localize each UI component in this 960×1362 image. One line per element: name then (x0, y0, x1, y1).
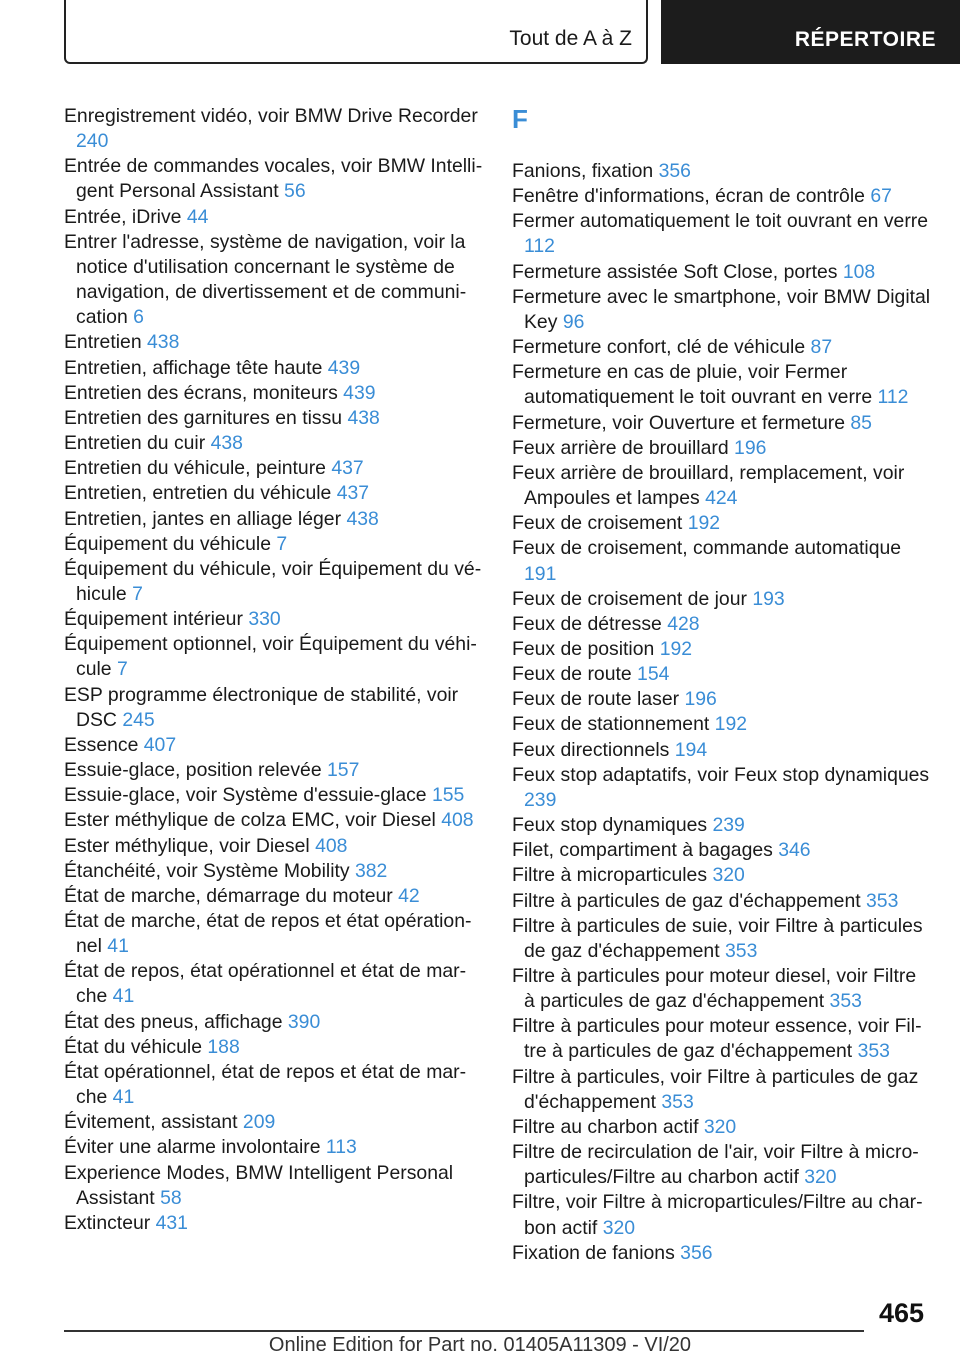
index-entry (512, 360, 932, 410)
index-entry-page-link[interactable]: 407 (143, 733, 177, 756)
index-entry-page-link[interactable]: 245 (122, 708, 155, 731)
index-entry-text: Extincteur (64, 1211, 151, 1234)
index-entry-page-link[interactable]: 154 (637, 663, 670, 686)
index-entry-page-link[interactable]: 7 (116, 658, 128, 681)
index-entry (64, 532, 484, 557)
index-entry-text: Fixation de fanions (512, 1241, 675, 1264)
index-entry-text: Équipement du véhicule (64, 532, 271, 555)
index-entry (512, 1065, 932, 1115)
index-entry (64, 507, 484, 532)
index-entry (512, 209, 932, 259)
index-entry-page-link[interactable]: 356 (658, 160, 691, 182)
index-entry (512, 838, 932, 863)
index-entry (64, 1110, 484, 1135)
index-entry (64, 1161, 484, 1211)
index-entry-text: Feux stop dynamiques (512, 814, 708, 837)
index-entry (64, 456, 484, 481)
index-entry (64, 406, 484, 431)
index-entry-text: Experience Modes, BMW Intelligent Personal Assistant (64, 1161, 454, 1209)
index-entry-page-link[interactable]: 382 (354, 859, 388, 882)
index-entry-text: Feux arrière de brouillard (512, 436, 729, 459)
index-entry (64, 431, 484, 456)
index-entry-page-link[interactable]: 41 (112, 1086, 135, 1109)
index-entry (64, 205, 484, 230)
index-entry-text: Ester méthylique, voir Diesel (64, 834, 310, 857)
index-entry (512, 411, 932, 436)
index-entry (512, 159, 932, 184)
index-entry-text: Entretien des garnitures en tissu (64, 406, 343, 429)
index-entry-text: État de repos, état opérationnel et état de marche (64, 960, 467, 1008)
index-entry-text: Entretien (64, 331, 142, 354)
index-entry-page-link[interactable]: 438 (210, 432, 243, 455)
index-entry-text: Fermeture avec le smartphone, voir BMW Digital Key (512, 285, 931, 333)
index-entry (512, 536, 932, 586)
index-entry-text: Fermeture en cas de pluie, voir Fermer automatiquement le toit ouvrant en verre (512, 361, 873, 409)
index-entry-page-link[interactable]: 239 (712, 814, 745, 837)
index-entry-text: Filtre à particules pour moteur diesel, voir Filtre à particules de gaz d'échappement (512, 965, 917, 1013)
chapter-title: RÉPERTOIRE (794, 28, 936, 51)
index-entry-text: Feux de croisement (512, 512, 683, 535)
index-entry (64, 154, 484, 204)
index-entry-page-link[interactable]: 428 (667, 612, 700, 635)
index-entry-page-link[interactable]: 155 (431, 784, 465, 807)
index-entry-text: Entretien du cuir (64, 432, 206, 455)
index-entry (512, 712, 932, 737)
index-entry (512, 1014, 932, 1064)
index-entry-page-link[interactable]: 67 (870, 185, 892, 208)
index-entry-page-link[interactable]: 346 (778, 839, 811, 862)
footer-edition-text: Online Edition for Part no. 01405A11309 - VI/20 (268, 1334, 692, 1356)
index-entry-text: Entretien du véhicule, peinture (64, 457, 326, 480)
index-entry-page-link[interactable]: 191 (524, 562, 557, 585)
index-entry-page-link[interactable]: 42 (398, 884, 420, 907)
index-entry (512, 889, 932, 914)
index-entry-text: Filtre à particules de gaz d'échappement (512, 889, 861, 912)
index-entry (64, 557, 484, 607)
index-entry-page-link[interactable]: 193 (752, 587, 785, 610)
index-entry-text: État des pneus, affichage (64, 1010, 283, 1033)
index-entry (64, 632, 484, 682)
index-entry-text: Feux de route (512, 663, 632, 686)
index-entry-text: Filtre, voir Filtre à microparticules/Filtre au charbon actif (512, 1191, 923, 1239)
index-entry (512, 587, 932, 612)
index-entry-page-link[interactable]: 41 (112, 985, 135, 1008)
index-entry-page-link[interactable]: 431 (155, 1211, 188, 1234)
index-entry-page-link[interactable]: 356 (680, 1241, 713, 1264)
index-entry (512, 260, 932, 285)
index-entry (64, 481, 484, 506)
index-entry-text: État de marche, démarrage du moteur (64, 884, 393, 907)
index-entry (64, 230, 484, 331)
index-entry-page-link[interactable]: 112 (524, 235, 555, 258)
index-entry (512, 687, 932, 712)
index-entry-page-link[interactable]: 194 (674, 738, 708, 761)
index-entry-page-link[interactable]: 320 (703, 1115, 737, 1138)
index-entry-page-link[interactable]: 408 (315, 834, 348, 857)
index-entry (512, 1140, 932, 1190)
index-entry (512, 763, 932, 813)
page-number: 465 (878, 1298, 924, 1328)
index-entry-page-link[interactable]: 239 (524, 788, 557, 811)
index-entry (64, 1010, 484, 1035)
index-entry-page-link[interactable]: 353 (661, 1090, 694, 1113)
index-entry-page-link[interactable]: 353 (829, 990, 862, 1013)
index-entry (64, 758, 484, 783)
index-entry (64, 859, 484, 884)
index-entry-text: Filet, compartiment à bagages (512, 839, 773, 862)
index-entry-page-link[interactable]: 112 (877, 386, 909, 409)
index-letter-heading: F (512, 104, 528, 134)
section-title: Tout de A à Z (509, 27, 632, 50)
index-entry-page-link[interactable]: 7 (132, 582, 143, 605)
index-entry-page-link[interactable]: 320 (602, 1216, 636, 1239)
index-entry-page-link[interactable]: 56 (284, 180, 306, 203)
index-entry-text: Feux de détresse (512, 612, 662, 635)
index-entry (64, 783, 484, 808)
index-entry-page-link[interactable]: 439 (343, 381, 376, 404)
index-entry-text: Fermeture confort, clé de véhicule (512, 336, 806, 359)
index-entry-text: Essuie-glace, position relevée (64, 759, 322, 782)
index-entry (512, 1115, 932, 1140)
index-entry-text: Filtre à particules pour moteur essence, voir Filtre à particules de gaz d'échappement (512, 1015, 922, 1063)
index-entry (512, 1241, 932, 1266)
index-entry-page-link[interactable]: 438 (347, 406, 380, 429)
index-entry-text: Filtre à microparticules (512, 864, 708, 887)
index-entry (512, 511, 932, 536)
index-entry-page-link[interactable]: 330 (248, 608, 281, 631)
index-entry (512, 184, 932, 209)
index-entry (64, 808, 484, 833)
index-entry-text: État opérationnel, état de repos et état de marche (64, 1060, 467, 1109)
index-entry-page-link[interactable]: 320 (712, 864, 745, 887)
index-entry-text: Fermeture, voir Ouverture et fermeture (512, 411, 845, 434)
index-entry (64, 909, 484, 959)
index-entry (64, 1060, 484, 1110)
index-entry (64, 834, 484, 859)
index-entry-page-link[interactable]: 85 (850, 411, 872, 434)
index-entry-text: ESP programme électronique de stabilité, voir DSC (64, 683, 459, 731)
index-entry-text: Fermer automatiquement le toit ouvrant en verre (512, 210, 929, 233)
index-entry (64, 1135, 484, 1160)
index-entry (64, 683, 484, 733)
index-entry-page-link[interactable]: 240 (76, 130, 109, 153)
index-entry-page-link[interactable]: 7 (276, 532, 288, 555)
index-entry-text: Entrée, iDrive (64, 205, 182, 228)
index-entry-text: Entretien des écrans, moniteurs (64, 381, 338, 404)
index-entry-page-link[interactable]: 192 (659, 637, 693, 660)
index-entry-page-link[interactable]: 408 (441, 809, 474, 832)
index-entry (512, 335, 932, 360)
index-entry-page-link[interactable]: 192 (714, 713, 748, 736)
index-entry-text: Ester méthylique de colza EMC, voir Diesel (64, 809, 436, 832)
index-entry-text: Évitement, assistant (64, 1111, 238, 1134)
index-entry-page-link[interactable]: 44 (186, 205, 209, 228)
index-entry (512, 637, 932, 662)
index-entry-text: Filtre à particules, voir Filtre à particules de gaz d'échappement (512, 1065, 919, 1113)
index-entry (64, 381, 484, 406)
index-entry-text: Entretien, jantes en alliage léger (64, 507, 342, 530)
index-column-right (512, 104, 932, 1266)
index-entry (512, 914, 932, 964)
index-entry (64, 884, 484, 909)
index-entry-text: Essence (64, 733, 139, 756)
index-entry-text: Filtre au charbon actif (512, 1115, 699, 1138)
index-entry-page-link[interactable]: 113 (325, 1136, 357, 1159)
index-entry-text: Feux de croisement, commande automatique (512, 537, 902, 560)
index-entry-page-link[interactable]: 209 (242, 1111, 276, 1134)
index-entry-text: Filtre à particules de suie, voir Filtre à particules de gaz d'échappement (512, 914, 923, 962)
chapter-tab (661, 0, 960, 64)
index-entry (64, 959, 484, 1009)
index-entry (64, 1211, 484, 1236)
index-entry (512, 662, 932, 687)
section-tab (64, 0, 648, 64)
index-entry (512, 612, 932, 637)
index-entry-text: État du véhicule (64, 1035, 202, 1058)
index-entry (512, 964, 932, 1014)
index-entry-page-link[interactable]: 87 (810, 336, 833, 359)
index-entry-text: Équipement optionnel, voir Équipement du véhicule (64, 633, 477, 681)
index-entry-text: Feux arrière de brouillard, remplacement, voir Ampoules et lampes (512, 461, 905, 510)
index-entry-text: Enregistrement vidéo, voir BMW Drive Recorder (64, 105, 478, 127)
index-entry-page-link[interactable]: 390 (287, 1010, 321, 1033)
index-entry-text: Équipement intérieur (64, 608, 243, 631)
index-entry-text: Filtre de recirculation de l'air, voir Filtre à microparticules/Filtre au charbon actif (512, 1141, 919, 1189)
index-entry-text: Éviter une alarme involontaire (64, 1136, 321, 1159)
index-entry-text: Équipement du véhicule, voir Équipement du véhicule (64, 557, 482, 605)
index-entry-page-link[interactable]: 424 (705, 487, 738, 510)
index-entry-page-link[interactable]: 157 (327, 759, 360, 782)
index-entry-page-link[interactable]: 196 (684, 688, 717, 711)
index-entry-page-link[interactable]: 108 (842, 260, 876, 283)
index-entry (512, 738, 932, 763)
index-entry-page-link[interactable]: 41 (107, 935, 129, 958)
index-entry-text: Étanchéité, voir Système Mobility (64, 859, 350, 882)
index-entry-page-link[interactable]: 320 (804, 1166, 837, 1189)
index-entry-text: Feux de position (512, 637, 655, 660)
index-entry (64, 1035, 484, 1060)
index-entry-page-link[interactable]: 439 (327, 356, 361, 379)
index-entry-page-link[interactable]: 192 (687, 512, 721, 535)
index-entry-text: Fanions, fixation (512, 160, 654, 182)
index-entry-text: Feux de croisement de jour (512, 587, 747, 610)
index-entry (64, 356, 484, 381)
index-entry-page-link[interactable]: 58 (160, 1186, 182, 1209)
index-entry-text: Fermeture assistée Soft Close, portes (512, 260, 838, 283)
index-entry-text: Feux de stationnement (512, 713, 710, 736)
index-entry (512, 285, 932, 335)
index-entry-page-link[interactable]: 353 (857, 1040, 890, 1063)
index-entry-page-link[interactable]: 437 (331, 457, 364, 480)
index-entry-text: Entretien, entretien du véhicule (64, 482, 332, 505)
index-entry-page-link[interactable]: 438 (346, 507, 379, 530)
index-entry-page-link[interactable]: 353 (725, 939, 758, 962)
index-entry-text: Entrer l'adresse, système de navigation, voir la notice d'utilisation concernant le système de navigation, de divertissement et de communication (64, 230, 467, 329)
index-column-left (64, 104, 484, 1236)
index-entry-text: Entretien, affichage tête haute (64, 356, 323, 379)
index-entry (512, 1190, 932, 1240)
index-entry (512, 436, 932, 461)
index-entry-text: Feux directionnels (512, 738, 670, 761)
index-entry-text: État de marche, état de repos et état opérationnel (64, 910, 472, 958)
index-entry-text: Feux de route laser (512, 688, 680, 711)
index-entry-page-link[interactable]: 353 (866, 889, 899, 912)
index-entry-page-link[interactable]: 6 (133, 306, 144, 329)
index-entry-text: Essuie-glace, voir Système d'essuie-glace (64, 784, 427, 807)
index-entry (64, 104, 484, 154)
index-entry-page-link[interactable]: 437 (336, 482, 370, 505)
index-entry (512, 461, 932, 511)
index-entry (512, 863, 932, 888)
index-entry-page-link[interactable]: 438 (147, 331, 180, 354)
index-entry (512, 813, 932, 838)
index-entry-text: Entrée de commandes vocales, voir BMW Intelligent Personal Assistant (64, 155, 483, 203)
index-entry-text: Fenêtre d'informations, écran de contrôle (512, 185, 865, 208)
index-entry (64, 330, 484, 355)
index-entry-page-link[interactable]: 96 (562, 310, 585, 333)
index-entry-page-link[interactable]: 196 (734, 436, 767, 459)
footer-divider (64, 1330, 864, 1332)
index-entry-text: Feux stop adaptatifs, voir Feux stop dynamiques (512, 763, 930, 786)
index-entry (64, 733, 484, 758)
index-entry (64, 607, 484, 632)
index-entry-page-link[interactable]: 188 (207, 1035, 240, 1058)
